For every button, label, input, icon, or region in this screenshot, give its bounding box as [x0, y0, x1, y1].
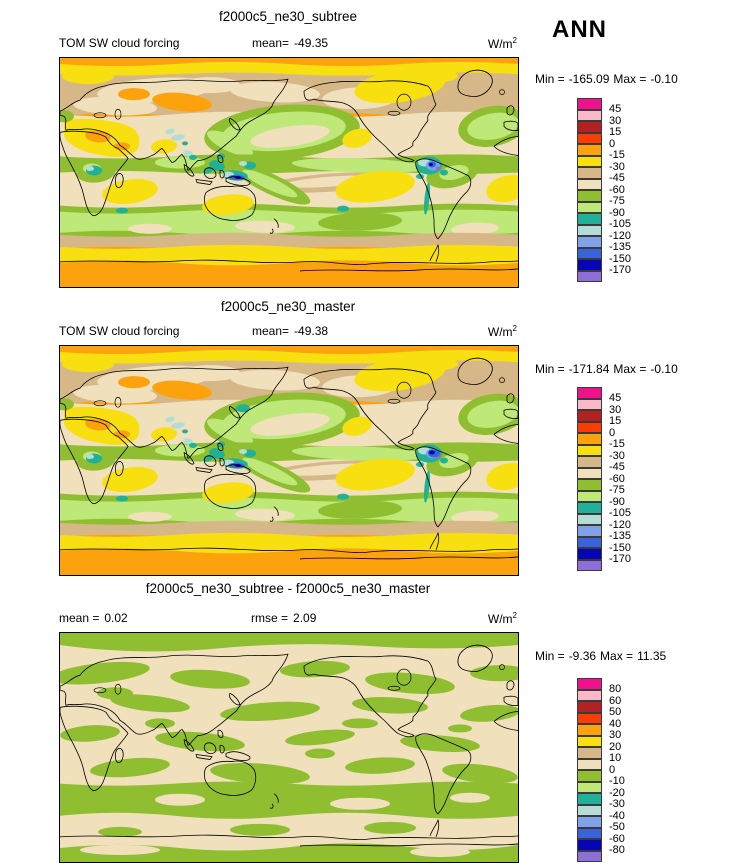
colorbar-swatch — [577, 548, 602, 560]
panel3-mean-value: 0.02 — [104, 611, 128, 625]
colorbar-swatch — [577, 156, 602, 168]
colorbar-tick-label: -75 — [609, 195, 625, 207]
colorbar-swatch — [577, 502, 602, 514]
colorbar-swatch — [577, 433, 602, 445]
colorbar-swatch — [577, 190, 602, 202]
colorbar-tick-label: -15 — [609, 438, 625, 450]
panel2-max-value: -0.10 — [650, 362, 678, 376]
colorbar-tick-label: -170 — [609, 553, 632, 565]
colorbar-tick-label: -170 — [609, 264, 632, 276]
panel3-rmse-value: 2.09 — [293, 611, 317, 625]
panel3-colorbar — [577, 678, 697, 862]
colorbar-swatch — [577, 514, 602, 526]
colorbar-tick-label: -30 — [609, 449, 625, 462]
colorbar-swatch — [577, 805, 602, 817]
colorbar-tick-label: -120 — [609, 518, 632, 531]
colorbar-tick-label: 60 — [609, 694, 622, 707]
panel2-mean-label: mean= — [252, 324, 290, 338]
colorbar-tick-label: 30 — [609, 729, 622, 741]
colorbar-swatch — [577, 179, 602, 191]
season-label: ANN — [552, 16, 607, 43]
colorbar-swatch — [577, 747, 602, 759]
panel1-max-value: -0.10 — [650, 72, 678, 86]
colorbar-tick-label: -60 — [609, 183, 625, 196]
panel2-min-value: -171.84 — [568, 362, 610, 376]
colorbar-tick-label: 0 — [609, 137, 616, 150]
colorbar-swatch — [577, 793, 602, 805]
colorbar-swatch — [577, 144, 602, 156]
colorbar-tick-label: 50 — [609, 706, 622, 718]
colorbar-swatch — [577, 271, 602, 283]
colorbar-tick-label: -60 — [609, 832, 625, 845]
colorbar-swatch — [577, 167, 602, 179]
colorbar-swatch — [577, 491, 602, 503]
panel3-min-label: Min = — [535, 649, 565, 663]
colorbar-tick-label: -30 — [609, 798, 625, 810]
colorbar-swatch — [577, 479, 602, 491]
colorbar-swatch — [577, 225, 602, 237]
panel1-minmax — [535, 72, 682, 86]
colorbar-swatch — [577, 248, 602, 260]
colorbar-swatch — [577, 560, 602, 572]
panel3-title: f2000c5_ne30_subtree - f2000c5_ne30_master — [145, 581, 431, 596]
colorbar-tick-label: 15 — [609, 126, 622, 138]
colorbar-tick-label: 0 — [609, 426, 616, 439]
colorbar-tick-label: -75 — [609, 484, 625, 496]
map-subtree — [59, 57, 519, 288]
colorbar-swatch — [577, 770, 602, 782]
panel1-units-base: W/m — [487, 37, 513, 51]
colorbar-tick-label: -120 — [609, 229, 632, 242]
panel3-min-value: -9.36 — [568, 649, 597, 663]
colorbar-tick-label: -135 — [609, 530, 632, 542]
colorbar-swatch — [577, 759, 602, 771]
panel2-mean-value: -49.38 — [294, 324, 329, 338]
colorbar-tick-label: 15 — [609, 415, 622, 427]
panel1-units — [488, 36, 517, 51]
panel2-units — [488, 324, 517, 339]
colorbar-swatch — [577, 259, 602, 271]
colorbar-swatch — [577, 456, 602, 468]
colorbar-tick-label: -135 — [609, 241, 632, 253]
panel3-rmse-stat — [251, 611, 316, 625]
panel2-units-exp: 2 — [512, 324, 517, 333]
colorbar-swatch — [577, 724, 602, 736]
panel2-subheader — [59, 324, 517, 338]
colorbar-swatch — [577, 121, 602, 133]
panel2-minmax — [535, 362, 682, 376]
colorbar-tick-label: -60 — [609, 472, 625, 485]
panel3-rmse-label: rmse = — [251, 611, 289, 625]
colorbar-tick-label: -90 — [609, 206, 625, 219]
colorbar-swatch — [577, 387, 602, 399]
panel1-mean-label: mean= — [252, 36, 290, 50]
panel2-min-label: Min = — [535, 362, 565, 376]
panel1-units-exp: 2 — [512, 36, 517, 45]
panel1-variable-label: TOM SW cloud forcing — [59, 36, 180, 50]
panel2-title: f2000c5_ne30_master — [220, 299, 356, 314]
colorbar-swatch — [577, 690, 602, 702]
colorbar-swatch — [577, 133, 602, 145]
colorbar-tick-label: -105 — [609, 218, 632, 230]
colorbar-tick-label: -20 — [609, 786, 625, 799]
colorbar-tick-label: -45 — [609, 461, 625, 473]
colorbar-tick-label: 30 — [609, 403, 622, 416]
colorbar-tick-label: -15 — [609, 149, 625, 161]
colorbar-swatch — [577, 828, 602, 840]
colorbar-tick-label: -40 — [609, 809, 625, 822]
colorbar-swatch — [577, 98, 602, 110]
colorbar-tick-label: -80 — [609, 844, 625, 856]
colorbar-tick-label: 0 — [609, 763, 616, 776]
panel1-min-value: -165.09 — [568, 72, 610, 86]
panel2-units-base: W/m — [487, 325, 513, 339]
colorbar-swatch — [577, 468, 602, 480]
map-difference — [59, 632, 519, 863]
colorbar-tick-label: -90 — [609, 495, 625, 508]
colorbar-tick-label: -45 — [609, 172, 625, 184]
colorbar-swatch — [577, 816, 602, 828]
panel1-colorbar — [577, 98, 697, 282]
panel1-subheader — [59, 36, 517, 50]
colorbar-swatch — [577, 410, 602, 422]
panel3-units-exp: 2 — [512, 611, 517, 620]
colorbar-swatch — [577, 422, 602, 434]
colorbar-swatch — [577, 525, 602, 537]
panel2-variable-label: TOM SW cloud forcing — [59, 324, 180, 338]
colorbar-swatch — [577, 537, 602, 549]
colorbar-tick-label: 10 — [609, 752, 622, 764]
colorbar-swatch — [577, 782, 602, 794]
panel3-subheader — [59, 611, 517, 625]
colorbar-tick-label: -150 — [609, 541, 632, 554]
panel3-units — [488, 611, 517, 626]
colorbar-swatch — [577, 839, 602, 851]
colorbar-tick-label: -105 — [609, 507, 632, 519]
panel3-units-base: W/m — [487, 612, 513, 626]
colorbar-swatch — [577, 110, 602, 122]
colorbar-tick-label: 20 — [609, 740, 622, 753]
panel3-max-value: 11.35 — [637, 649, 667, 663]
colorbar-tick-label: 45 — [609, 103, 622, 115]
colorbar-swatch — [577, 399, 602, 411]
colorbar-swatch — [577, 736, 602, 748]
panel1-mean-value: -49.35 — [294, 36, 329, 50]
map-master — [59, 345, 519, 576]
panel1-mean-stat — [252, 36, 328, 50]
colorbar-swatch — [577, 713, 602, 725]
colorbar-tick-label: 80 — [609, 683, 622, 695]
panel3-minmax — [535, 649, 670, 663]
colorbar-swatch — [577, 213, 602, 225]
colorbar-tick-label: -150 — [609, 252, 632, 265]
panel1-min-label: Min = — [535, 72, 565, 86]
colorbar-tick-label: -10 — [609, 775, 625, 787]
colorbar-tick-label: -50 — [609, 821, 625, 833]
panel1-max-label: Max = — [613, 72, 647, 86]
colorbar-tick-label: 30 — [609, 114, 622, 127]
colorbar-swatch — [577, 445, 602, 457]
colorbar-swatch — [577, 236, 602, 248]
panel1-title: f2000c5_ne30_subtree — [218, 9, 358, 24]
colorbar-tick-label: 40 — [609, 717, 622, 730]
panel3-mean-label: mean = — [59, 611, 100, 625]
panel2-colorbar — [577, 387, 697, 571]
panel3-max-label: Max = — [600, 649, 634, 663]
colorbar-tick-label: -30 — [609, 160, 625, 173]
colorbar-swatch — [577, 678, 602, 690]
panel2-mean-stat — [252, 324, 328, 338]
colorbar-tick-label: 45 — [609, 392, 622, 404]
colorbar-swatch — [577, 851, 602, 863]
panel3-mean-stat — [59, 611, 128, 625]
colorbar-swatch — [577, 202, 602, 214]
colorbar-swatch — [577, 701, 602, 713]
panel2-max-label: Max = — [613, 362, 647, 376]
